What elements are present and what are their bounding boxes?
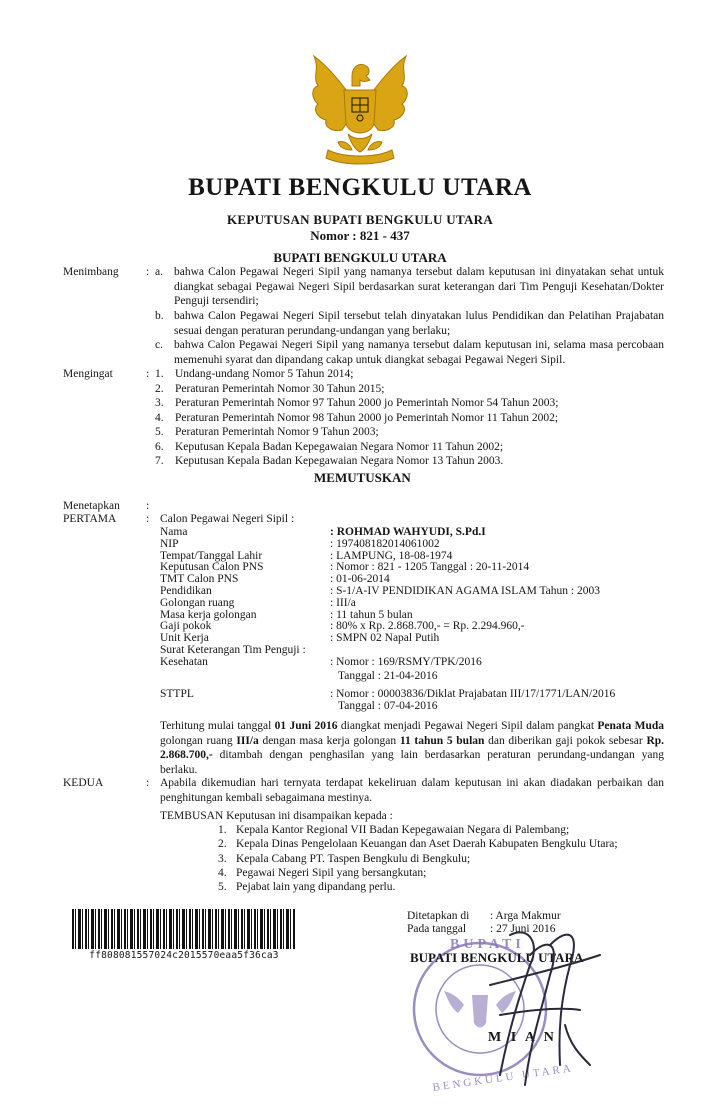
mengingat-label: Mengingat [63, 368, 113, 380]
field-row: Golongan ruang : III/a [160, 596, 356, 609]
list-item: 5. Pejabat lain yang dipandang perlu. [218, 881, 396, 894]
colon: : [146, 500, 150, 512]
field-row: Nama : ROHMAD WAHYUDI, S.Pd.I [160, 526, 486, 538]
field-row: STTPL : Nomor : 00003836/Diklat Prajabatan III/17/1771/LAN/2016 [160, 687, 616, 700]
kedua-label: KEDUA [63, 777, 104, 789]
list-item: 4. Peraturan Pemerintah Nomor 98 Tahun 2000 jo Pemerintah Nomor 11 Tahun 2002; [155, 411, 559, 424]
list-item: 1. Kepala Kantor Regional VII Badan Kepegawaian Negara di Palembang; [218, 824, 570, 836]
tembusan-list [218, 824, 618, 895]
field-row: Unit Kerja : SMPN 02 Napal Putih [160, 632, 440, 645]
menimbang-label: Menimbang [63, 266, 119, 278]
list-item: 1. Undang-undang Nomor 5 Tahun 2014; [155, 368, 354, 380]
field-row: NIP : 197408182014061002 [160, 537, 440, 550]
colon: : [146, 368, 150, 380]
list-item: 6. Keputusan Kepala Badan Kepegawaian Negara Nomor 11 Tahun 2002; [155, 440, 504, 453]
list-item: 3. Peraturan Pemerintah Nomor 97 Tahun 2000 jo Pemerintah Nomor 54 Tahun 2003; [155, 397, 559, 409]
signatory-name-fragment: M I A N [488, 1030, 557, 1045]
stamp-text-bottom: BENGKULU UTARA [431, 1062, 575, 1094]
colon: : [146, 777, 150, 789]
barcode-code: ff808081557024c2015570eaa5f36ca3 [89, 950, 279, 961]
date-value: : 27 Juni 2016 [490, 923, 556, 935]
list-item: 4. Pegawai Negeri Sipil yang bersangkutan; [218, 866, 427, 879]
pertama-intro: Calon Pegawai Negeri Sipil : [160, 513, 295, 525]
field-row: Tanggal : 21-04-2016 [338, 669, 438, 682]
place-value: : Arga Makmur [490, 910, 561, 922]
field-row: Pendidikan : S-1/A-IV PENDIDIKAN AGAMA ISLAM Tahun : 2003 [160, 584, 600, 597]
menetapkan-label: Menetapkan [63, 500, 120, 512]
field-row: Tanggal : 07-04-2016 [338, 700, 438, 713]
stamp-text-top: BUPATI [450, 937, 525, 952]
employee-fields [160, 526, 615, 713]
list-item: 2. Peraturan Pemerintah Nomor 30 Tahun 2015; [155, 382, 385, 395]
list-item: 2. Kepala Dinas Pengelolaan Keuangan dan Aset Daerah Kabupaten Bengkulu Utara; [218, 838, 618, 851]
list-item: 3. Kepala Cabang PT. Taspen Bengkulu di Bengkulu; [218, 852, 471, 865]
field-row: Keputusan Calon PNS : Nomor : 821 - 1205 Tanggal : 20-11-2014 [160, 561, 530, 574]
decree-number: Nomor : 821 - 437 [310, 228, 410, 243]
tembusan-intro: TEMBUSAN Keputusan ini disampaikan kepada : [160, 810, 393, 822]
list-item: 7. Keputusan Kepala Badan Kepegawaian Negara Nomor 13 Tahun 2003. [155, 455, 504, 467]
place-label: Ditetapkan di [407, 910, 470, 922]
field-row: Gaji pokok : 80% x Rp. 2.868.700,- = Rp. 2.294.960,- [160, 620, 525, 633]
list-marker: c. [155, 339, 163, 351]
colon: : [146, 513, 150, 525]
mengingat-list [155, 368, 558, 470]
field-row: Masa kerja golongan : 11 tahun 5 bulan [160, 608, 413, 621]
colon: : [146, 266, 150, 278]
list-marker: a. [155, 266, 163, 278]
menimbang-item: bahwa Calon Pegawai Negeri Sipil yang namanya tersebut dalam keputusan ini dinyatakan sehat untuk diangkat sebagai Pegawai Negeri Sipil berdasarkan surat keterangan dari Tim Penguji Kesehatan/Dokter Penguji tersendiri; [174, 266, 664, 307]
field-row: Kesehatan : Nomor : 169/RSMY/TPK/2016 [160, 655, 482, 668]
decree-title: KEPUTUSAN BUPATI BENGKULU UTARA [226, 212, 494, 227]
field-row: TMT Calon PNS : 01-06-2014 [160, 573, 390, 586]
field-row: Surat Keterangan Tim Penguji : [160, 643, 306, 656]
list-marker: b. [155, 310, 164, 322]
decision-paragraph: Terhitung mulai tanggal 01 Juni 2016 diangkat menjadi Pegawai Negeri Sipil dalam pangkat Penata Muda golongan ruang III/a dengan masa kerja golongan 11 tahun 5 bulan dan diberikan gaji pokok sebesar Rp. 2.868.700,- ditambah dengan penghasilan yang lain berdasarkan peraturan perundang-undangan yang berlaku. [160, 720, 665, 776]
handwritten-signature-icon [470, 915, 610, 1090]
decree-issuer: BUPATI BENGKULU UTARA [273, 250, 447, 265]
menimbang-item: bahwa Calon Pegawai Negeri Sipil tersebut telah dinyatakan lulus Pendidikan dan Pelatihan Prajabatan sesuai dengan peraturan perundang-undangan yang berlaku; [174, 310, 664, 337]
list-item: 5. Peraturan Pemerintah Nomor 9 Tahun 2003; [155, 426, 379, 438]
menimbang-item: bahwa Calon Pegawai Negeri Sipil yang namanya tersebut dalam keputusan ini, selama masa percobaan memenuhi syarat dan dipandang cakap untuk diangkat sebagai Pegawai Negeri Sipil. [174, 339, 664, 366]
memutuskan-heading: MEMUTUSKAN [314, 470, 411, 485]
kedua-text: Apabila dikemudian hari ternyata terdapat kekeliruan dalam keputusan ini akan diadakan perbaikan dan penghitungan kembali sebagaimana mestinya. [160, 777, 664, 804]
date-label: Pada tanggal [407, 923, 467, 935]
signature-title: BUPATI BENGKULU UTARA [410, 950, 584, 965]
page-title: BUPATI BENGKULU UTARA [188, 174, 532, 201]
barcode [72, 909, 296, 949]
garuda-emblem-icon [300, 46, 420, 170]
field-row: Tempat/Tanggal Lahir : LAMPUNG, 18-08-1974 [160, 549, 453, 562]
pertama-label: PERTAMA [63, 513, 117, 525]
